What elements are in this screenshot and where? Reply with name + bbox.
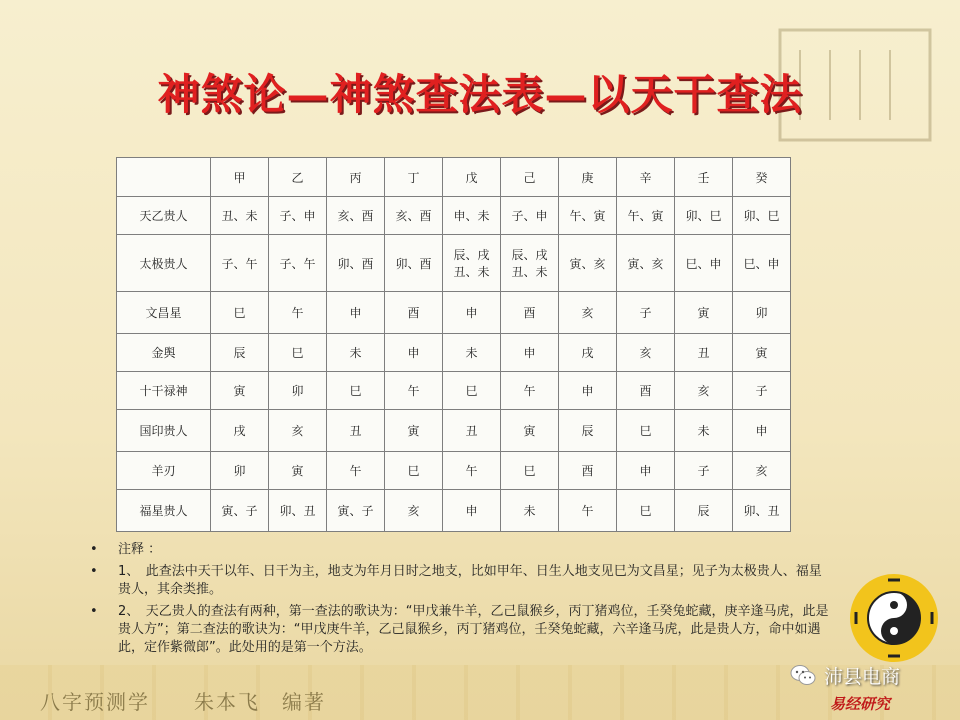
- row-label-cell: 福星贵人: [117, 490, 211, 532]
- table-cell: 亥: [385, 490, 443, 532]
- table-cell: 亥: [617, 334, 675, 372]
- row-label-cell: 太极贵人: [117, 235, 211, 292]
- note-item: [90, 603, 830, 657]
- table-cell: 子、申: [269, 197, 327, 235]
- table-row: [117, 292, 791, 334]
- table-cell: 卯: [733, 292, 791, 334]
- table-cell: 未: [675, 410, 733, 452]
- table-cell: 寅: [269, 452, 327, 490]
- table-cell: 巳: [501, 452, 559, 490]
- note-item: [90, 541, 830, 559]
- bullet-icon: •: [90, 604, 98, 619]
- table-cell: 酉: [617, 372, 675, 410]
- table-cell: 申: [385, 334, 443, 372]
- table-row: [117, 197, 791, 235]
- table-row: [117, 410, 791, 452]
- bagua-yin-yang-icon: [848, 572, 940, 664]
- table-cell: 戌: [559, 334, 617, 372]
- table-cell: 午: [327, 452, 385, 490]
- table-cell: 巳: [269, 334, 327, 372]
- table-cell: 酉: [385, 292, 443, 334]
- table-cell: 巳: [617, 490, 675, 532]
- header-cell: 丁: [385, 158, 443, 197]
- seal-text: 易经研究: [830, 695, 891, 713]
- table-cell: 丑: [443, 410, 501, 452]
- slide-title: 神煞论—神煞查法表—以天干查法: [157, 70, 803, 119]
- table-cell: 未: [327, 334, 385, 372]
- table-cell: 未: [501, 490, 559, 532]
- notes-list: [90, 541, 830, 661]
- row-label-cell: 文昌星: [117, 292, 211, 334]
- table-header-row: [117, 158, 791, 197]
- table-cell: 午: [385, 372, 443, 410]
- table-cell: 寅: [733, 334, 791, 372]
- table-cell: 卯、酉: [385, 235, 443, 292]
- row-label-cell: 金舆: [117, 334, 211, 372]
- table-row: [117, 490, 791, 532]
- table-row: [117, 372, 791, 410]
- table-cell: 辰、戌 丑、未: [501, 235, 559, 292]
- table-cell: 申: [443, 490, 501, 532]
- table-cell: 寅、子: [327, 490, 385, 532]
- table-cell: 辰、戌 丑、未: [443, 235, 501, 292]
- table-cell: 戌: [211, 410, 269, 452]
- table-cell: 子、午: [211, 235, 269, 292]
- table-cell: 寅: [675, 292, 733, 334]
- bullet-icon: •: [90, 542, 98, 557]
- table-cell: 丑: [327, 410, 385, 452]
- note-text: 注释 ：: [118, 542, 162, 557]
- table-cell: 亥: [269, 410, 327, 452]
- note-text: 1、 此查法中天干以年、日干为主，地支为年月日时之地支，比如甲年、日生人地支见巳为文昌星；见子为太极贵人、福星贵人，其余类推。: [118, 564, 822, 597]
- table-cell: 丑: [675, 334, 733, 372]
- note-item: [90, 563, 830, 599]
- table-cell: 亥: [675, 372, 733, 410]
- shensha-table: [116, 157, 791, 532]
- table-cell: 亥: [733, 452, 791, 490]
- table-cell: 午: [501, 372, 559, 410]
- table-row: [117, 452, 791, 490]
- table-cell: 子: [617, 292, 675, 334]
- table-cell: 寅: [501, 410, 559, 452]
- header-corner-cell: [117, 158, 211, 197]
- table-cell: 申: [559, 372, 617, 410]
- table-row: [117, 334, 791, 372]
- table-cell: 卯、酉: [327, 235, 385, 292]
- table-cell: 卯、丑: [733, 490, 791, 532]
- table-cell: 丑、未: [211, 197, 269, 235]
- table-cell: 午、寅: [559, 197, 617, 235]
- table-cell: 巳、申: [675, 235, 733, 292]
- table-cell: 辰: [559, 410, 617, 452]
- table-cell: 酉: [559, 452, 617, 490]
- table-cell: 申、未: [443, 197, 501, 235]
- table-cell: 亥、酉: [327, 197, 385, 235]
- table-cell: 巳: [327, 372, 385, 410]
- table-cell: 午: [559, 490, 617, 532]
- table-cell: 巳: [211, 292, 269, 334]
- table-cell: 午: [443, 452, 501, 490]
- table-cell: 辰: [211, 334, 269, 372]
- table-cell: 巳: [443, 372, 501, 410]
- table-cell: 子、申: [501, 197, 559, 235]
- header-cell: 癸: [733, 158, 791, 197]
- wechat-watermark: [790, 660, 960, 690]
- header-cell: 乙: [269, 158, 327, 197]
- table-cell: 子、午: [269, 235, 327, 292]
- table-cell: 子: [733, 372, 791, 410]
- header-cell: 庚: [559, 158, 617, 197]
- row-label-cell: 天乙贵人: [117, 197, 211, 235]
- table-cell: 子: [675, 452, 733, 490]
- wechat-icon: [790, 664, 816, 686]
- header-cell: 戊: [443, 158, 501, 197]
- table-cell: 辰: [675, 490, 733, 532]
- row-label-cell: 羊刃: [117, 452, 211, 490]
- table-cell: 寅: [385, 410, 443, 452]
- header-cell: 甲: [211, 158, 269, 197]
- table-cell: 巳: [385, 452, 443, 490]
- table-cell: 寅: [211, 372, 269, 410]
- row-label-cell: 十干禄神: [117, 372, 211, 410]
- table-cell: 申: [443, 292, 501, 334]
- table-cell: 申: [733, 410, 791, 452]
- header-cell: 壬: [675, 158, 733, 197]
- table-cell: 午、寅: [617, 197, 675, 235]
- table-cell: 卯、巳: [675, 197, 733, 235]
- table-cell: 酉: [501, 292, 559, 334]
- table-cell: 寅、子: [211, 490, 269, 532]
- table-cell: 亥: [559, 292, 617, 334]
- table-cell: 巳、申: [733, 235, 791, 292]
- row-label-cell: 国印贵人: [117, 410, 211, 452]
- table-cell: 卯、巳: [733, 197, 791, 235]
- wechat-account-name: 沛县电商: [824, 665, 901, 688]
- footer-credit: 八字预测学 朱本飞 编著: [40, 690, 326, 714]
- note-text: 2、 天乙贵人的查法有两种，第一查法的歌诀为：“甲戊兼牛羊，乙己鼠猴乡，丙丁猪鸡位，壬癸兔蛇藏，庚辛逢马虎，此是贵人方”；第二查法的歌诀为：“甲戊庚牛羊，乙己鼠猴乡，丙丁猪鸡位，壬癸兔蛇藏，六辛逢马虎，此是贵人方，命中如遇此，定作紫微郎”。此处用的是第一个方法。: [118, 604, 829, 655]
- header-cell: 辛: [617, 158, 675, 197]
- table-cell: 卯: [211, 452, 269, 490]
- table-cell: 未: [443, 334, 501, 372]
- table-row: [117, 235, 791, 292]
- table-cell: 巳: [617, 410, 675, 452]
- header-cell: 己: [501, 158, 559, 197]
- table-cell: 午: [269, 292, 327, 334]
- table-cell: 申: [617, 452, 675, 490]
- table-cell: 亥、酉: [385, 197, 443, 235]
- bullet-icon: •: [90, 564, 98, 579]
- header-cell: 丙: [327, 158, 385, 197]
- table-cell: 申: [327, 292, 385, 334]
- table-cell: 申: [501, 334, 559, 372]
- table-cell: 卯: [269, 372, 327, 410]
- table-cell: 寅、亥: [617, 235, 675, 292]
- table-cell: 寅、亥: [559, 235, 617, 292]
- table-cell: 卯、丑: [269, 490, 327, 532]
